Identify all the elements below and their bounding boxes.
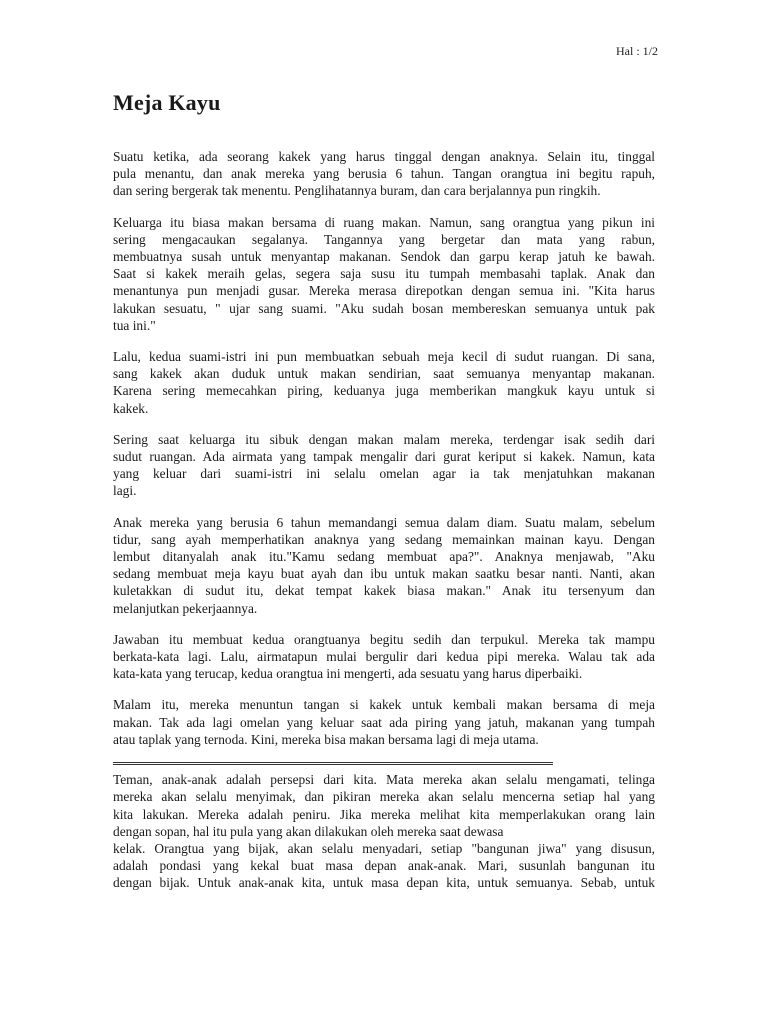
text-line: atau taplak yang ternoda. Kini, mereka bisa makan bersama lagi di meja utama.	[113, 731, 539, 747]
text-line: kakek.	[113, 400, 149, 416]
text-line: sedang membuat meja kayu buat ayah dan ibu untuk makan saatku besar nanti. Nanti, akan	[113, 566, 655, 582]
text-line: makan. Tak ada lagi omelan yang keluar saat ada piring yang jatuh, makanan yang tumpah	[113, 714, 655, 730]
text-line: Teman, anak-anak adalah persepsi dari kita. Mata mereka akan selalu mengamati, telinga	[113, 772, 655, 788]
text-line: lembut ditanyalah anak itu."Kamu sedang membuat apa?". Anaknya menjawab, "Aku	[113, 549, 655, 565]
text-line: berkata-kata lagi. Lalu, airmatapun mulai bergulir dari kedua pipi mereka. Walau tak ada	[113, 649, 655, 665]
text-line: dengan sopan, hal itu pula yang akan dilakukan oleh mereka saat dewasa	[113, 823, 504, 839]
story-paragraph	[113, 348, 655, 417]
text-line: adalah pondasi yang kekal buat masa depan anak-anak. Mari, susunlah bangunan itu	[113, 858, 655, 874]
text-line: Lalu, kedua suami-istri ini pun membuatkan sebuah meja kecil di sudut ruangan. Di sana,	[113, 349, 655, 365]
text-line: mereka akan selalu menyimak, dan pikiran mereka akan selalu mencerna setiap hal yang	[113, 789, 655, 805]
story-paragraph	[113, 214, 655, 334]
section-divider	[113, 762, 553, 765]
story-paragraph	[113, 514, 655, 617]
text-line: Saat si kakek meraih gelas, segera saja susu itu tumpah membasahi taplak. Anak dan	[113, 266, 655, 282]
text-line: lakukan sesuatu, " ujar sang suami. "Aku sudah bosan membereskan semuanya untuk pak	[113, 300, 655, 316]
document-title: Meja Kayu	[113, 90, 221, 115]
text-line: Malam itu, mereka menuntun tangan si kakek untuk kembali makan bersama di meja	[113, 697, 655, 713]
text-line: membuatnya susah untuk menyantap makanan. Sendok dan garpu kerap jatuh ke bawah.	[113, 249, 655, 265]
text-line: dengan bijak. Untuk anak-anak kita, untuk masa depan kita, untuk semuanya. Sebab, untuk	[113, 875, 655, 891]
text-line: kuletakkan di sudut itu, dekat tempat kakek biasa makan." Anak itu tersenyum dan	[113, 583, 655, 599]
text-line: tidur, sang ayah memperhatikan anaknya yang sedang memainkan mainan kayu. Dengan	[113, 531, 655, 547]
story-paragraph	[113, 696, 655, 748]
text-line: lagi.	[113, 483, 137, 499]
text-line: sering mengacaukan segalanya. Tangannya yang bergetar dan mata yang rabun,	[113, 231, 655, 247]
text-line: sudut ruangan. Ada airmata yang tampak mengalir dari gurat keriput si kakek. Namun, kata	[113, 449, 655, 465]
text-line: kelak. Orangtua yang bijak, akan selalu menyadari, setiap "bangunan jiwa" yang disusun,	[113, 840, 655, 856]
text-line: Sering saat keluarga itu sibuk dengan makan malam mereka, terdengar isak sedih dari	[113, 431, 655, 447]
text-line: Suatu ketika, ada seorang kakek yang harus tinggal dengan anaknya. Selain itu, tinggal	[113, 149, 655, 164]
text-line: tua ini."	[113, 317, 156, 333]
text-line: Karena sering memecahkan piring, keduanya juga memberikan mangkuk kayu untuk si	[113, 383, 655, 399]
text-line: kata-kata yang terucap, kedua orangtua ini mengerti, ada sesuatu yang harus diperbaiki.	[113, 666, 583, 682]
text-line: Jawaban itu membuat kedua orangtuanya begitu sedih dan terpukul. Mereka tak mampu	[113, 631, 655, 647]
page-indicator: Hal : 1/2	[616, 44, 658, 58]
text-line: sang kakek akan duduk untuk makan sendirian, saat semuanya menyantap makanan.	[113, 366, 655, 382]
story-paragraphs	[113, 148, 655, 748]
text-line: pula menantu, dan anak mereka yang berusia 6 tahun. Tangan orangtua ini begitu rapuh,	[113, 166, 655, 182]
text-line: menantunya pun menjadi gusar. Mereka merasa direpotkan dengan semua ini. "Kita harus	[113, 283, 655, 299]
text-line: dan sering bergerak tak menentu. Penglihatannya buram, dan cara berjalannya pun ringkih.	[113, 183, 601, 199]
document-body	[113, 148, 655, 892]
story-paragraph	[113, 431, 655, 500]
text-line: kita lakukan. Mereka adalah peniru. Jika mereka melihat kita memperlakukan orang lain	[113, 806, 655, 822]
text-line: yang keluar dari suami-istri ini selalu omelan agar ia tak menjatuhkan makanan	[113, 466, 655, 482]
closing-paragraph	[113, 771, 655, 891]
story-paragraph	[113, 148, 655, 200]
text-line: Anak mereka yang berusia 6 tahun memandangi semua dalam diam. Suatu malam, sebelum	[113, 514, 655, 530]
text-line: melanjutkan pekerjaannya.	[113, 600, 258, 616]
text-line: Keluarga itu biasa makan bersama di ruang makan. Namun, sang orangtua yang pikun ini	[113, 214, 655, 230]
story-paragraph	[113, 631, 655, 683]
